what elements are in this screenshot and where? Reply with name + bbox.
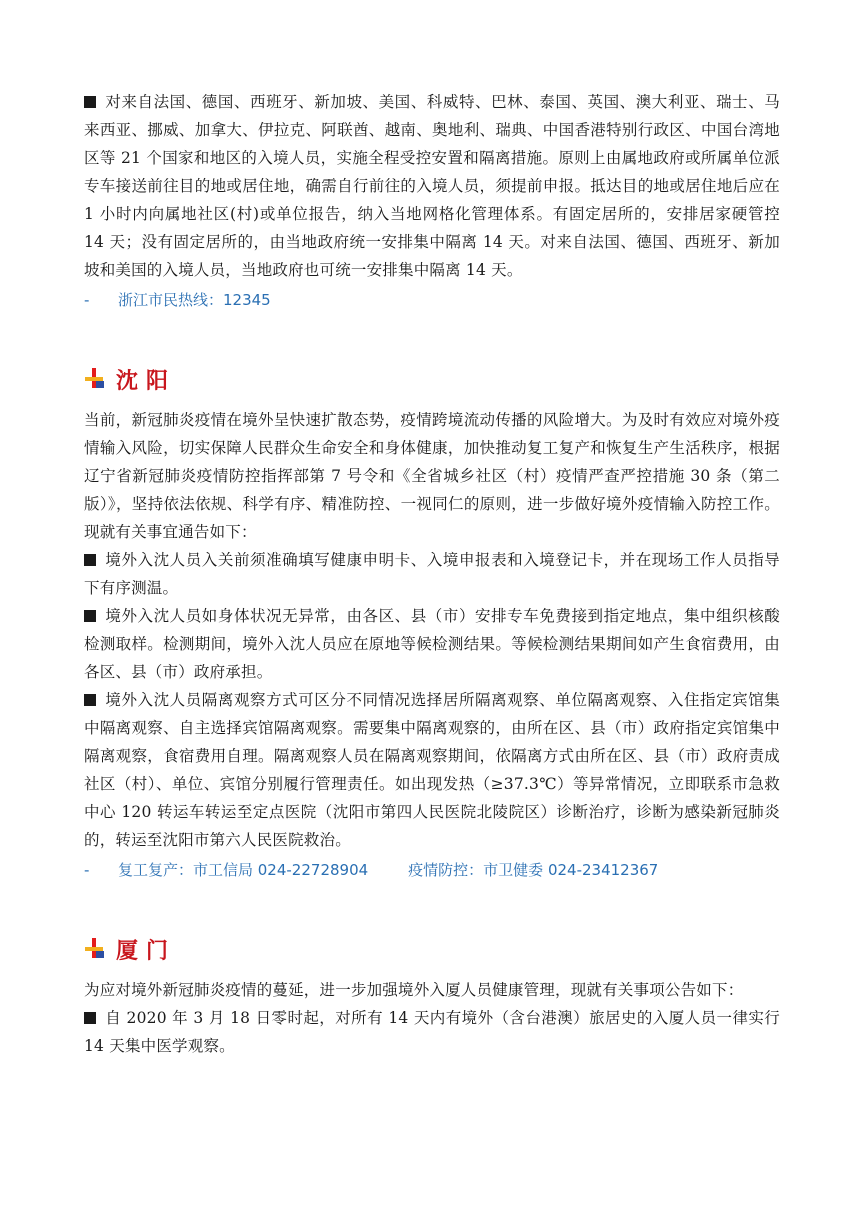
square-bullet-icon — [84, 610, 96, 622]
xiamen-item-1: 自 2020 年 3 月 18 日零时起，对所有 14 天内有境外（含台港澳）旅居史的入厦人员一律实行 14 天集中医学观察。 — [84, 1009, 780, 1055]
shenyang-heading — [84, 362, 780, 396]
zhejiang-hotline: - 浙江市民热线：12345 — [84, 291, 271, 309]
shenyang-title: 沈阳 — [116, 368, 177, 394]
square-bullet-icon — [84, 554, 96, 566]
square-bullet-icon — [84, 694, 96, 706]
document-page — [84, 88, 780, 1060]
shenyang-item-2: 境外入沈人员如身体状况无异常，由各区、县（市）安排专车免费接到指定地点，集中组织核酸检测取样。检测期间，境外入沈人员应在原地等候检测结果。等候检测结果期间如产生食宿费用，由各区、县（市）政府承担。 — [84, 607, 780, 681]
cross-marker-icon — [84, 368, 106, 390]
square-bullet-icon — [84, 1012, 96, 1024]
cross-marker-icon — [84, 938, 106, 960]
shenyang-item-1: 境外入沈人员入关前须准确填写健康申明卡、入境申报表和入境登记卡，并在现场工作人员指导下有序测温。 — [84, 551, 780, 597]
xiamen-heading — [84, 932, 780, 966]
xiamen-intro: 为应对境外新冠肺炎疫情的蔓延，进一步加强境外入厦人员健康管理，现就有关事项公告如下： — [84, 981, 744, 999]
zhejiang-paragraph: 对来自法国、德国、西班牙、新加坡、美国、科威特、巴林、泰国、英国、澳大利亚、瑞士、马来西亚、挪威、加拿大、伊拉克、阿联酋、越南、奥地利、瑞典、中国香港特别行政区、中国台湾地区等 21 个国家和地区的入境人员，实施全程受控安置和隔离措施。原则上由属地政府或所属单位派专车接送前往目的地或居住地，确需自行前往的入境人员，须提前申报。抵达目的地或居住地后应在 1 小时内向属地社区(村)或单位报告，纳入当地网格化管理体系。有固定居所的，安排居家硬管控 14 天；没有固定居所的，由当地政府统一安排集中隔离 14 天。对来自法国、德国、西班牙、新加坡和美国的入境人员，当地政府也可统一安排集中隔离 14 天。 — [84, 93, 780, 279]
square-bullet-icon — [84, 96, 96, 108]
xiamen-title: 厦门 — [116, 938, 177, 964]
shenyang-item-3: 境外入沈人员隔离观察方式可区分不同情况选择居所隔离观察、单位隔离观察、入住指定宾馆集中隔离观察、自主选择宾馆隔离观察。需要集中隔离观察的，由所在区、县（市）政府指定宾馆集中隔离观察，食宿费用自理。隔离观察人员在隔离观察期间，依隔离方式由所在区、县（市）政府责成社区（村）、单位、宾馆分别履行管理责任。如出现发热（≥37.3℃）等异常情况，立即联系市急救中心 120 转运车转运至定点医院（沈阳市第四人民医院北陵院区）诊断治疗，诊断为感染新冠肺炎的，转运至沈阳市第六人民医院救治。 — [84, 691, 780, 849]
shenyang-hotlines: - 复工复产：市工信局 024-22728904 疫情防控：市卫健委 024-23412367 — [84, 861, 659, 879]
shenyang-intro: 当前，新冠肺炎疫情在境外呈快速扩散态势，疫情跨境流动传播的风险增大。为及时有效应对境外疫情输入风险，切实保障人民群众生命安全和身体健康，加快推动复工复产和恢复生产生活秩序，根据辽宁省新冠肺炎疫情防控指挥部第 7 号令和《全省城乡社区（村）疫情严查严控措施 30 条（第二版）》，坚持依法依规、科学有序、精准防控、一视同仁的原则，进一步做好境外疫情输入防控工作。现就有关事宜通告如下： — [84, 411, 780, 541]
